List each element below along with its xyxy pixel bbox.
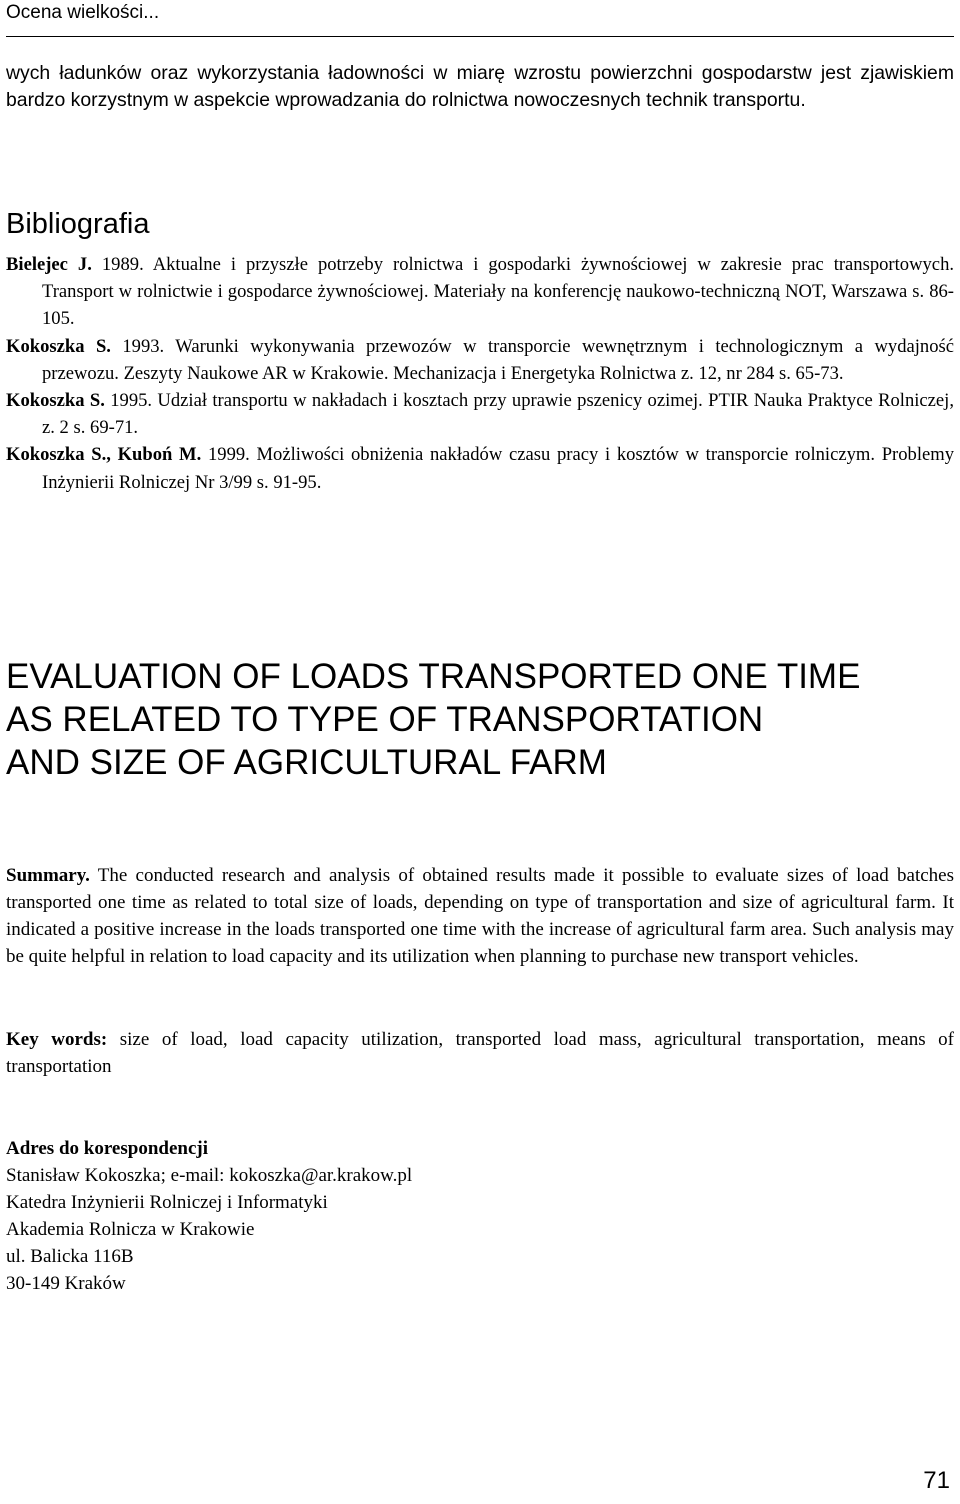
entry-text: 1999. Możliwości obniżenia nakładów czasu pracy i kosztów w transporcie rolniczym. Problemy Inżynierii Rolniczej Nr 3/99 s. 91-95. xyxy=(42,444,955,493)
correspondence-line: Akademia Rolnicza w Krakowie xyxy=(6,1219,255,1240)
running-head: Ocena wielkości... xyxy=(6,2,160,23)
english-title-line: EVALUATION OF LOADS TRANSPORTED ONE TIME xyxy=(6,657,861,696)
bibliography-entry xyxy=(6,251,954,333)
bibliography-entry xyxy=(6,333,954,387)
english-title xyxy=(6,655,860,784)
correspondence-heading: Adres do korespondencji xyxy=(6,1138,208,1159)
entry-authors: Kokoszka S. xyxy=(6,335,111,357)
summary-paragraph xyxy=(6,862,954,970)
english-title-line: AND SIZE OF AGRICULTURAL FARM xyxy=(6,743,607,782)
entry-text: 1995. Udział transportu w nakładach i kosztach przy uprawie pszenicy ozimej. PTIR Nauka Praktyce Rolniczej, z. 2 s. 69-71. xyxy=(42,390,954,439)
keywords-paragraph xyxy=(6,1026,954,1080)
correspondence-line: 30-149 Kraków xyxy=(6,1273,126,1294)
correspondence-line: Katedra Inżynierii Rolniczej i Informatyki xyxy=(6,1192,328,1213)
bibliography-heading: Bibliografia xyxy=(6,208,150,240)
bibliography-entry xyxy=(6,441,954,495)
summary-label: Summary. xyxy=(6,865,90,886)
keywords-text: size of load, load capacity utilization, transported load mass, agricultural transportation, means of transportation xyxy=(6,1029,954,1077)
correspondence-line: Stanisław Kokoszka; e-mail: kokoszka@ar.krakow.pl xyxy=(6,1165,413,1186)
entry-text: 1989. Aktualne i przyszłe potrzeby rolnictwa i gospodarki żywnościowej w zakresie prac transportowych. Transport w rolnictwie i gospodarce żywnościowej. Materiały na konferencję naukowo-techniczną NOT, Warszawa s. 86-105. xyxy=(42,254,955,330)
bibliography-entry xyxy=(6,387,954,441)
page-number: 71 xyxy=(923,1467,950,1494)
correspondence-block xyxy=(6,1135,412,1297)
entry-text: 1993. Warunki wykonywania przewozów w transporcie wewnętrznym i technologicznym a wydajność przewozu. Zeszyty Naukowe AR w Krakowie. Mechanizacja i Energetyka Rolnictwa z. 12, nr 284 s. 65-73. xyxy=(42,335,954,384)
entry-authors: Kokoszka S., Kuboń M. xyxy=(6,444,202,466)
header-rule xyxy=(6,36,954,37)
continued-paragraph: wych ładunków oraz wykorzystania ładowności w miarę wzrostu powierzchni gospodarstw jest zjawiskiem bardzo korzystnym w aspekcie wprowadzania do rolnictwa nowoczesnych technik transportu. xyxy=(6,62,954,111)
entry-authors: Bielejec J. xyxy=(6,254,92,275)
english-title-line: AS RELATED TO TYPE OF TRANSPORTATION xyxy=(6,700,764,739)
entry-authors: Kokoszka S. xyxy=(6,390,105,412)
correspondence-line: ul. Balicka 116B xyxy=(6,1246,134,1267)
summary-text: The conducted research and analysis of obtained results made it possible to evaluate sizes of load batches transported one time as related to total size of loads, depending on type of transportation and size of agricultural farm. It indicated a positive increase in the loads transported one time with the increase of agricultural farm area. Such analysis may be quite helpful in relation to load capacity and its utilization when planning to purchase new transport vehicles. xyxy=(6,865,954,967)
bibliography-list xyxy=(6,251,954,496)
keywords-label: Key words: xyxy=(6,1029,108,1050)
